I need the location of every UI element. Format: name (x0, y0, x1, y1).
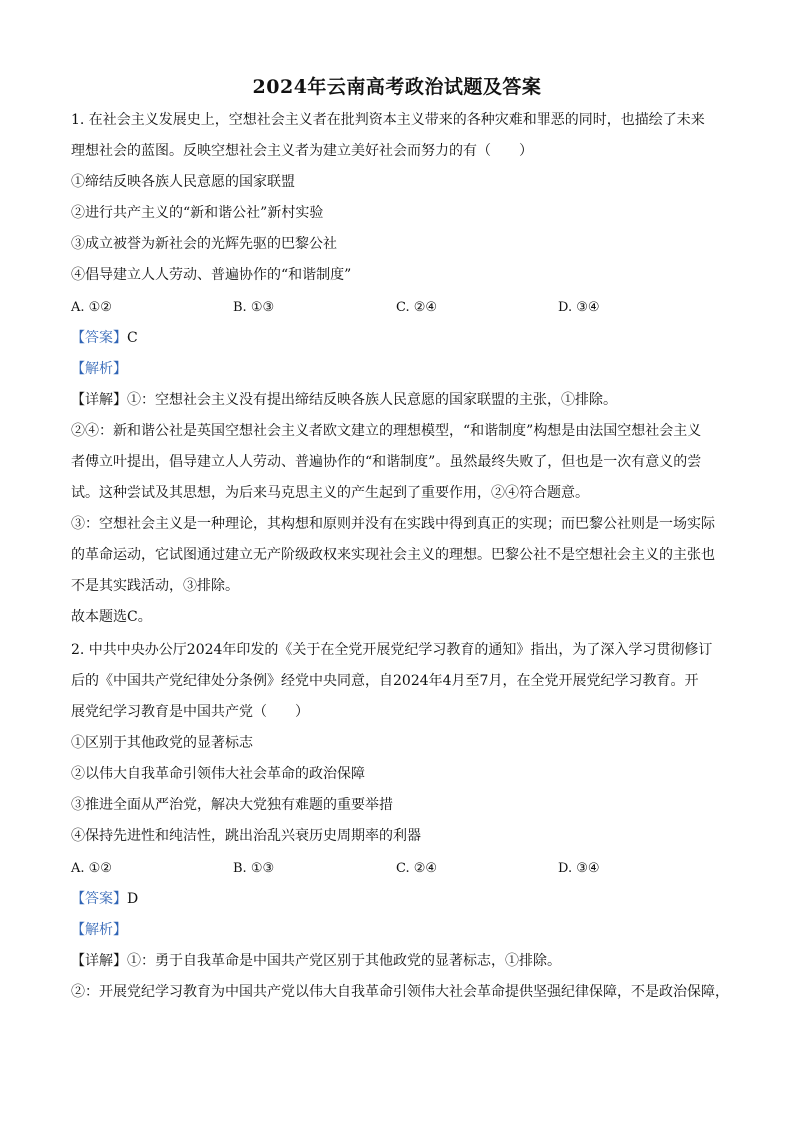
q1-option-a: A. ①② (71, 300, 112, 315)
q2-stem-line-3: 展党纪学习教育是中国共产党（ ） (71, 704, 309, 720)
q1-detail-line-7: 不是其实践活动，③排除。 (71, 578, 239, 594)
q2-option-d: D. ③④ (558, 861, 600, 876)
q1-detail-tag: 【详解】 (71, 392, 127, 408)
q1-answer-line (71, 328, 138, 348)
q2-item-1: ①区别于其他政党的显著标志 (71, 735, 253, 751)
q2-detail-line-1 (71, 951, 561, 971)
q2-answer-value: D (127, 891, 139, 907)
q1-answer-value: C (127, 330, 138, 346)
q2-stem-line-2: 后的《中国共产党纪律处分条例》经党中央同意，自2024年4月至7月，在全党开展党纪学习教育。开 (71, 673, 699, 689)
q1-answer-tag: 【答案】 (71, 330, 127, 346)
q2-detail-text-1: ①：勇于自我革命是中国共产党区别于其他政党的显著标志，①排除。 (127, 953, 561, 969)
q1-item-2: ②进行共产主义的“新和谐公社”新村实验 (71, 205, 324, 221)
q1-detail-line-5: ③：空想社会主义是一种理论，其构想和原则并没有在实践中得到真正的实现；而巴黎公社则是一场实际 (71, 516, 715, 532)
q2-item-4: ④保持先进性和纯洁性，跳出治乱兴衰历史周期率的利器 (71, 828, 421, 844)
q1-item-4: ④倡导建立人人劳动、普遍协作的“和谐制度” (71, 267, 352, 283)
q2-stem-line-1: 2. 中共中央办公厅2024年印发的《关于在全党开展党纪学习教育的通知》指出，为了深入学习贯彻修订 (71, 642, 713, 658)
q1-option-d: D. ③④ (558, 300, 600, 315)
q1-stem-line-2: 理想社会的蓝图。反映空想社会主义者为建立美好社会而努力的有（ ） (71, 143, 533, 159)
q2-detail-tag: 【详解】 (71, 953, 127, 969)
q1-analysis-tag-line (71, 359, 127, 379)
q1-conclusion: 故本题选C。 (71, 609, 152, 625)
q2-analysis-tag: 【解析】 (71, 922, 127, 938)
q1-detail-text-1: ①：空想社会主义没有提出缔结反映各族人民意愿的国家联盟的主张，①排除。 (127, 392, 617, 408)
q1-option-b: B. ①③ (233, 300, 275, 315)
q2-answer-tag: 【答案】 (71, 891, 127, 907)
q2-answer-line (71, 889, 138, 909)
q2-option-b: B. ①③ (233, 861, 275, 876)
q1-detail-line-4: 试。这种尝试及其思想，为后来马克思主义的产生起到了重要作用，②④符合题意。 (71, 485, 589, 501)
q1-detail-line-3: 者傅立叶提出，倡导建立人人劳动、普遍协作的“和谐制度”。虽然最终失败了，但也是一次有意义的尝 (71, 454, 702, 470)
q2-item-2: ②以伟大自我革命引领伟大社会革命的政治保障 (71, 766, 365, 782)
q2-analysis-tag-line (71, 920, 127, 940)
document-title: 2024年云南高考政治试题及答案 (252, 76, 542, 98)
q1-option-c: C. ②④ (396, 300, 438, 315)
q2-option-a: A. ①② (71, 861, 112, 876)
q2-item-3: ③推进全面从严治党，解决大党独有难题的重要举措 (71, 797, 393, 813)
q2-detail-line-2: ②：开展党纪学习教育为中国共产党以伟大自我革命引领伟大社会革命提供坚强纪律保障，不是政治保障， (71, 984, 729, 1000)
q1-item-1: ①缔结反映各族人民意愿的国家联盟 (71, 174, 295, 190)
q1-item-3: ③成立被誉为新社会的光辉先驱的巴黎公社 (71, 236, 337, 252)
q1-analysis-tag: 【解析】 (71, 361, 127, 377)
q1-detail-line-2: ②④：新和谐公社是英国空想社会主义者欧文建立的理想模型，“和谐制度”构想是由法国空想社会主义 (71, 423, 702, 439)
q2-option-c: C. ②④ (396, 861, 438, 876)
q1-stem-line-1: 1. 在社会主义发展史上，空想社会主义者在批判资本主义带来的各种灾难和罪恶的同时，也描绘了未来 (71, 112, 705, 128)
q1-detail-line-1 (71, 390, 617, 410)
q1-detail-line-6: 的革命运动，它试图通过建立无产阶级政权来实现社会主义的理想。巴黎公社不是空想社会主义的主张也 (71, 547, 715, 563)
